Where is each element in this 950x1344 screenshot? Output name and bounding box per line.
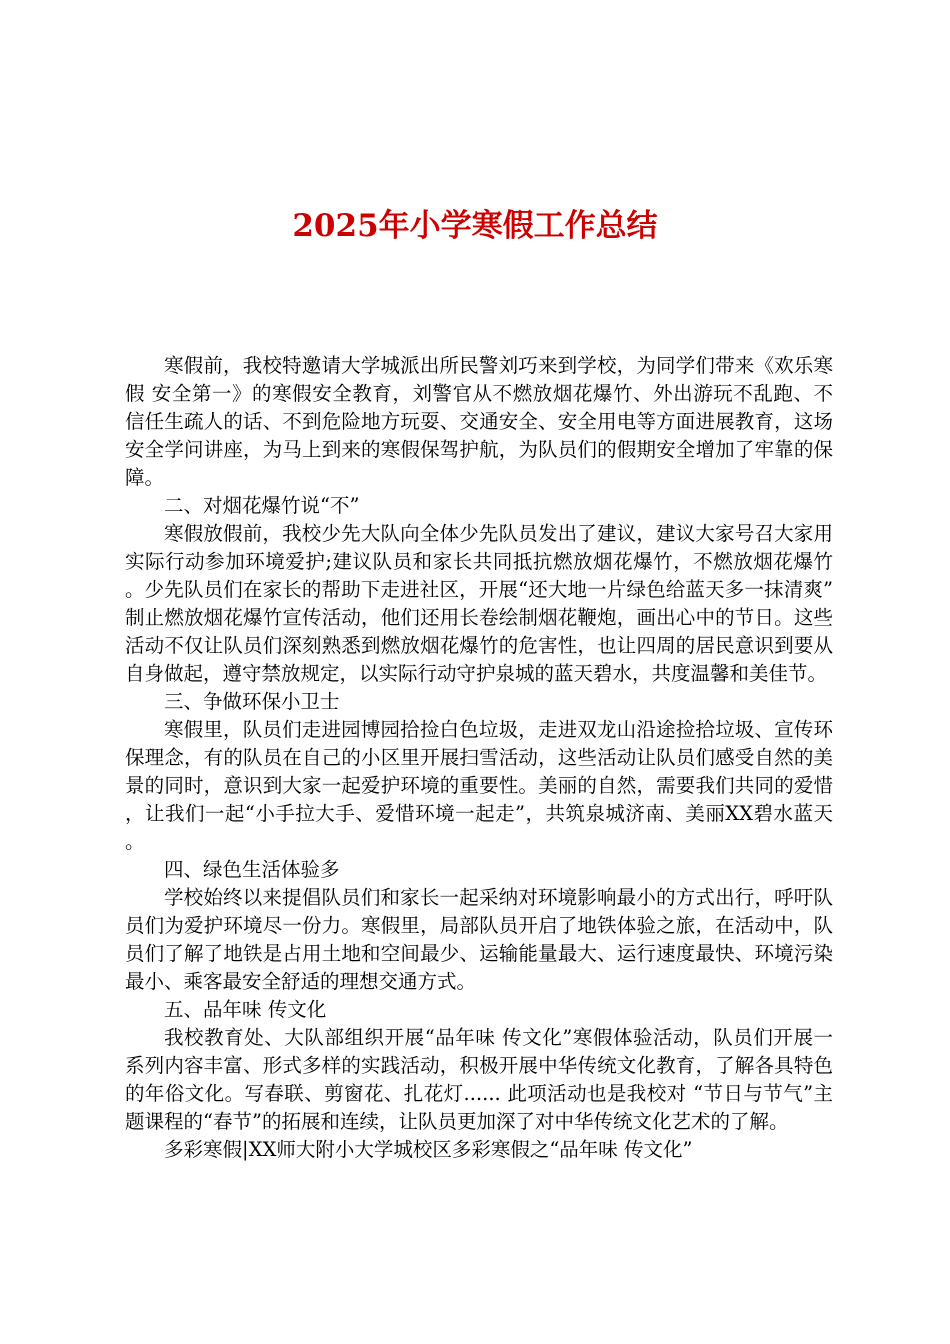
- document-title: 2025年小学寒假工作总结: [292, 208, 658, 244]
- paragraph-green-life: 学校始终以来提倡队员们和家长一起采纳对环境影响最小的方式出行，呼吁队员们为爱护环境尽一份力。寒假里，局部队员开启了地铁体验之旅，在活动中，队员们了解了地铁是占用土地和空间最少、运输能量最大、运行速度最快、环境污染最小、乘客最安全舒适的理想交通方式。: [125, 886, 833, 993]
- paragraph-environment: 寒假里，队员们走进园博园拾捡白色垃圾，走进双龙山沿途捡拾垃圾、宣传环保理念，有的队员在自己的小区里开展扫雪活动，这些活动让队员们感受自然的美景的同时，意识到大家一起爱护环境的重要性。美丽的自然，需要我们共同的爱惜，让我们一起“小手拉大手、爱惜环境一起走”，共筑泉城济南、美丽XX碧水蓝天。: [125, 718, 833, 853]
- section-heading-fireworks: 二、对烟花爆竹说“不”: [164, 494, 360, 517]
- document-body: [125, 352, 833, 1164]
- paragraph-fireworks: 寒假放假前，我校少先大队向全体少先队员发出了建议，建议大家号召大家用实际行动参加环境爱护;建议队员和家长共同抵抗燃放烟花爆竹，不燃放烟花爆竹。少先队员们在家长的帮助下走进社区，开展“还大地一片绿色给蓝天多一抹清爽”制止燃放烟花爆竹宣传活动，他们还用长卷绘制烟花鞭炮，画出心中的节日。这些活动不仅让队员们深刻熟悉到燃放烟花爆竹的危害性，也让四周的居民意识到要从自身做起，遵守禁放规定，以实际行动守护泉城的蓝天碧水，共度温馨和美佳节。: [125, 522, 833, 685]
- section-heading-environment: 三、争做环保小卫士: [164, 690, 340, 713]
- paragraph-closing-line: 多彩寒假|XX师大附小大学城校区多彩寒假之“品年味 传文化”: [164, 1138, 693, 1161]
- section-heading-culture: 五、品年味 传文化: [164, 998, 327, 1021]
- paragraph-safety-education: 寒假前，我校特邀请大学城派出所民警刘巧来到学校，为同学们带来《欢乐寒假 安全第一》的寒假安全教育，刘警官从不燃放烟花爆竹、外出游玩不乱跑、不信任生疏人的话、不到危险地方玩耍、交通安全、安全用电等方面进展教育，这场安全学问讲座，为马上到来的寒假保驾护航，为队员们的假期安全增加了牢靠的保障。: [125, 354, 833, 489]
- paragraph-culture: 我校教育处、大队部组织开展“品年味 传文化”寒假体验活动，队员们开展一系列内容丰富、形式多样的实践活动，积极开展中华传统文化教育，了解各具特色的年俗文化。写春联、剪窗花、扎花灯...... 此项活动也是我校对 “节日与节气”主题课程的“春节”的拓展和连续，让队员更加深了对中华传统文化艺术的了解。: [125, 1026, 833, 1133]
- section-heading-green-life: 四、绿色生活体验多: [164, 858, 340, 881]
